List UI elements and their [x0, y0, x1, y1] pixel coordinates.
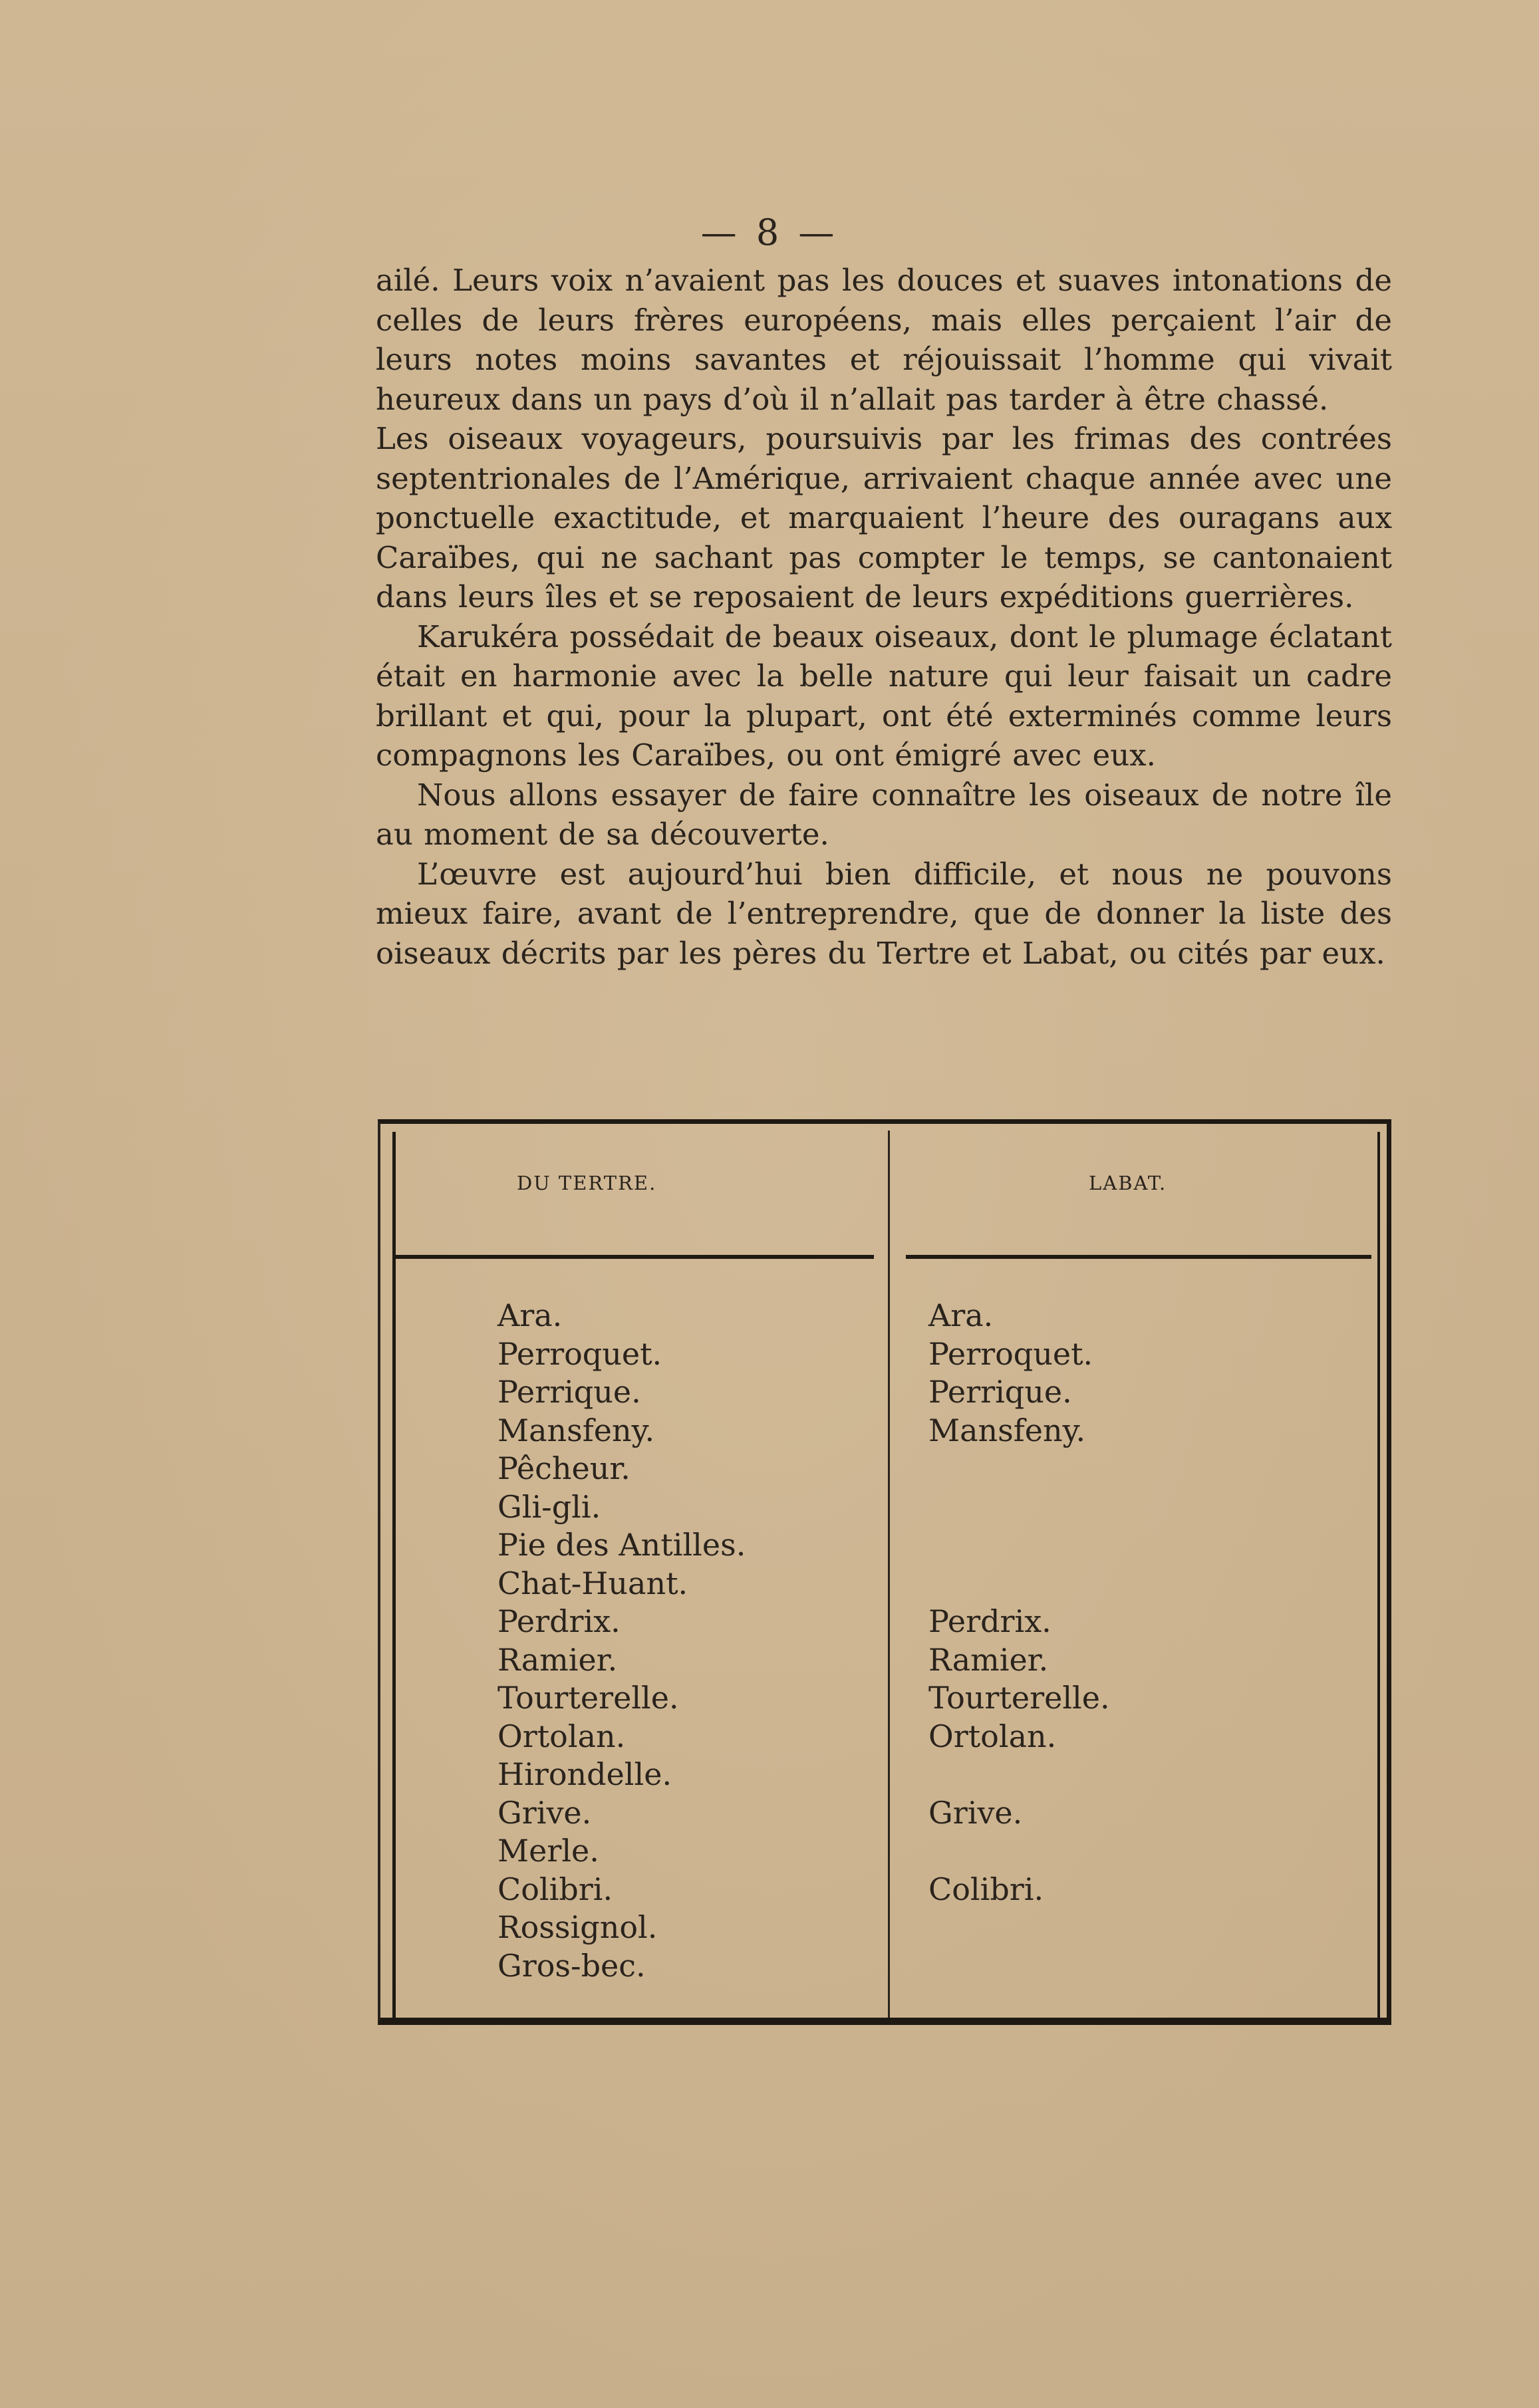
- du-tertre-bird-item: Perdrix.: [497, 1603, 621, 1639]
- table-inner-right-rule: [1377, 1132, 1380, 2018]
- labat-bird-item: [928, 1565, 1110, 1603]
- du-tertre-bird-item: Gli-gli.: [497, 1488, 601, 1525]
- labat-bird-item: [928, 1947, 1110, 1986]
- page-number: — 8 —: [700, 211, 839, 253]
- du-tertre-bird-item: Tourterelle.: [497, 1680, 679, 1716]
- du-tertre-bird-item: Chat-Huant.: [497, 1565, 688, 1601]
- paragraph: Nous allons essayer de faire connaître les oiseaux de notre île au moment de sa découverte.: [376, 777, 1392, 852]
- du-tertre-bird-item: Ramier.: [497, 1641, 618, 1678]
- labat-bird-item: Ara.: [928, 1297, 994, 1333]
- labat-bird-item: Perroquet.: [928, 1335, 1093, 1372]
- du-tertre-bird-item: Rossignol.: [497, 1909, 658, 1945]
- labat-bird-item: [928, 1450, 1110, 1488]
- du-tertre-bird-item: Perroquet.: [497, 1335, 662, 1372]
- paragraph: ailé. Leurs voix n’avaient pas les douces et suaves intonations de celles de leurs frères européens, mais elles perçaient l’air de leurs notes moins savantes et réjouissait l’homme qui vivait heureux dans un pays d’où il n’allait pas tarder à être chassé.: [376, 263, 1392, 417]
- paragraph: L’œuvre est aujourd’hui bien difficile, et nous ne pouvons mieux faire, avant de l’entreprendre, que de donner la liste des oiseaux décrits par les pères du Tertre et Labat, ou cités par eux.: [376, 856, 1392, 971]
- table-header-rule-right: [906, 1255, 1371, 1259]
- du-tertre-bird-item: Ara.: [497, 1297, 563, 1333]
- labat-bird-item: [928, 1832, 1110, 1871]
- labat-bird-item: [928, 1756, 1110, 1794]
- du-tertre-bird-item: Pie des Antilles.: [497, 1527, 746, 1563]
- labat-bird-item: [928, 1526, 1110, 1565]
- du-tertre-bird-item: Ortolan.: [497, 1718, 626, 1754]
- table-inner-left-rule: [392, 1132, 396, 2018]
- column-header-labat: LABAT.: [1089, 1172, 1167, 1194]
- column-header-du-tertre: DU TERTRE.: [517, 1172, 657, 1194]
- du-tertre-bird-item: Grive.: [497, 1794, 592, 1831]
- du-tertre-bird-item: Merle.: [497, 1833, 599, 1869]
- labat-bird-item: Grive.: [928, 1794, 1023, 1831]
- du-tertre-bird-item: Colibri.: [497, 1871, 613, 1907]
- du-tertre-bird-item: Hirondelle.: [497, 1756, 672, 1792]
- du-tertre-bird-item: Gros-bec.: [497, 1947, 646, 1984]
- paragraph: Les oiseaux voyageurs, poursuivis par les frimas des contrées septentrionales de l’Amérique, arrivaient chaque année avec une ponctuelle exactitude, et marquaient l’heure des ouragans aux Caraïbes, qui ne sachant pas compter le temps, se cantonaient dans leurs îles et se reposaient de leurs expéditions guerrières.: [376, 421, 1392, 614]
- paragraph: Karukéra possédait de beaux oiseaux, dont le plumage éclatant était en harmonie avec la belle nature qui leur faisait un cadre brillant et qui, pour la plupart, ont été exterminés comme leurs compagnons les Caraïbes, ou ont émigré avec eux.: [376, 618, 1392, 773]
- du-tertre-bird-item: Mansfeny.: [497, 1412, 655, 1448]
- labat-bird-item: Mansfeny.: [928, 1412, 1086, 1448]
- labat-bird-item: Perdrix.: [928, 1603, 1051, 1639]
- labat-bird-item: [928, 1488, 1110, 1527]
- du-tertre-bird-list: [497, 1297, 746, 1985]
- body-text: [376, 261, 1392, 973]
- table-column-divider: [888, 1131, 890, 2018]
- du-tertre-bird-item: Perrique.: [497, 1374, 641, 1410]
- labat-bird-item: [928, 1909, 1110, 1947]
- bird-list-table: [378, 1119, 1391, 2025]
- table-header-rule-left: [395, 1255, 874, 1259]
- labat-bird-item: Perrique.: [928, 1374, 1072, 1410]
- labat-bird-item: Colibri.: [928, 1871, 1044, 1907]
- labat-bird-item: Tourterelle.: [928, 1680, 1110, 1716]
- du-tertre-bird-item: Pêcheur.: [497, 1450, 630, 1486]
- labat-bird-item: Ortolan.: [928, 1718, 1057, 1754]
- labat-bird-list: [928, 1297, 1110, 1985]
- labat-bird-item: Ramier.: [928, 1641, 1049, 1678]
